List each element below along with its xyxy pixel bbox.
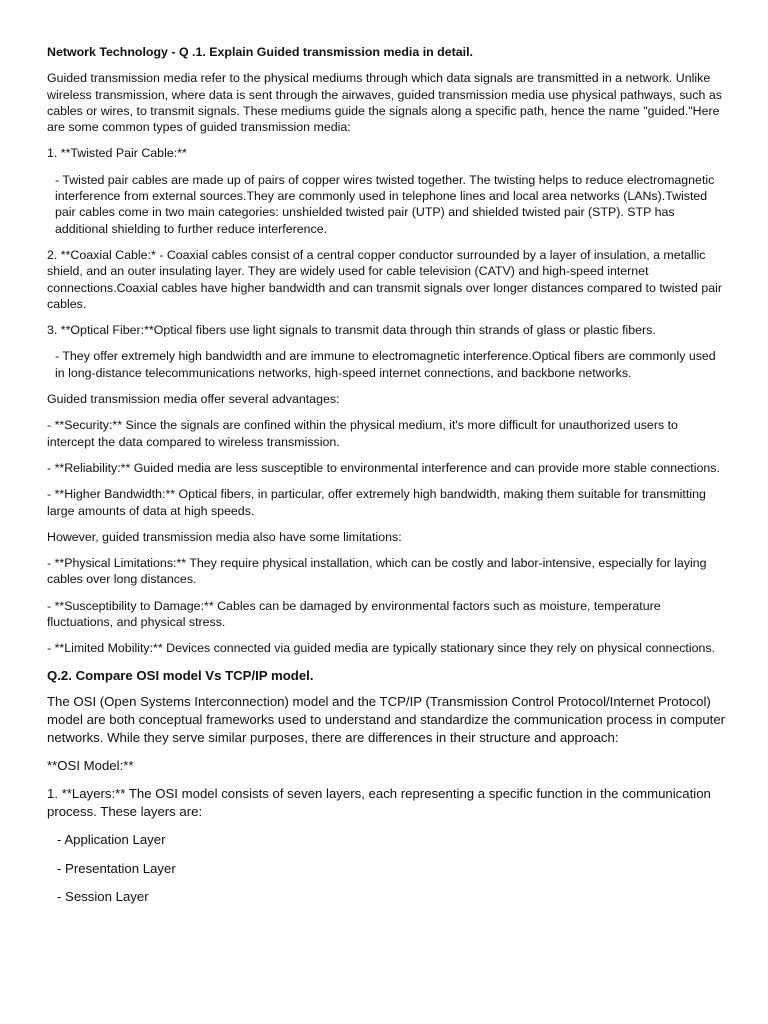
question-1-title: Network Technology - Q .1. Explain Guided transmission media in detail. [47, 45, 473, 59]
limitation-mobility: - **Limited Mobility:** Devices connected via guided media are typically stationary since they rely on physical connections. [47, 641, 716, 656]
advantage-security: - **Security:** Since the signals are confined within the physical medium, it's more difficult for unauthorized users to intercept the data compared to wireless transmission. [47, 418, 678, 449]
optical-fiber-heading: 3. **Optical Fiber:**Optical fibers use light signals to transmit data through thin strands of glass or plastic fibers. [47, 323, 656, 338]
document-page [47, 44, 727, 916]
twisted-pair-heading: 1. **Twisted Pair Cable:** [47, 146, 187, 161]
q2-intro-paragraph: The OSI (Open Systems Interconnection) model and the TCP/IP (Transmission Control Protocol/Internet Protocol) model are both conceptual frameworks used to understand and standardize the communication process in computer networks. While they serve similar purposes, there are differences in their structure and approach: [47, 694, 726, 745]
limitation-damage: - **Susceptibility to Damage:** Cables can be damaged by environmental factors such as moisture, temperature fluctuations, and physical stress. [47, 598, 661, 630]
question-2-title: Q.2. Compare OSI model Vs TCP/IP model. [47, 667, 314, 683]
optical-fiber-description: - They offer extremely high bandwidth and are immune to electromagnetic interference.Optical fibers are commonly used in long-distance telecommunications networks, high-speed internet connections, and backbone networks. [55, 349, 716, 380]
question-1-section [47, 44, 727, 657]
limitation-physical: - **Physical Limitations:** They require physical installation, which can be costly and labor-intensive, especially for laying cables over long distances. [47, 556, 707, 587]
osi-layer-item: - Presentation Layer [57, 860, 176, 876]
advantage-bandwidth: - **Higher Bandwidth:** Optical fibers, in particular, offer extremely high bandwidth, making them suitable for transmitting large amounts of data at high speeds. [47, 487, 706, 518]
osi-layers-paragraph: 1. **Layers:** The OSI model consists of seven layers, each representing a specific function in the communication process. These layers are: [47, 786, 711, 820]
advantage-reliability: - **Reliability:** Guided media are less susceptible to environmental interference and can provide more stable connections. [47, 460, 720, 475]
osi-layer-item: - Application Layer [57, 832, 166, 848]
limitations-intro: However, guided transmission media also have some limitations: [47, 529, 402, 544]
advantages-intro: Guided transmission media offer several advantages: [47, 392, 340, 407]
twisted-pair-description: - Twisted pair cables are made up of pairs of copper wires twisted together. The twisting helps to reduce electromagnetic interference from external sources.They are commonly used in telephone lines and local area networks (LANs).Twisted pair cables come in two main categories: unshielded twisted pair (UTP) and shielded twisted pair (STP). STP has additional shielding to further reduce interference. [55, 172, 715, 236]
q1-intro-paragraph: Guided transmission media refer to the physical mediums through which data signals are transmitted in a network. Unlike wireless transmission, where data is sent through the airwaves, guided transmission media use physical pathways, such as cables or wires, to transmit signals. These mediums guide the signals along a specific path, hence the name "guided."Here are some common types of guided transmission media: [47, 71, 722, 135]
osi-model-heading: **OSI Model:** [47, 758, 134, 774]
question-2-section [47, 667, 727, 906]
coaxial-cable-paragraph: 2. **Coaxial Cable:* - Coaxial cables consist of a central copper conductor surrounded by a layer of insulation, a metallic shield, and an outer insulating layer. They are widely used for cable television (CATV) and high-speed internet connections.Coaxial cables have higher bandwidth and can transmit signals over longer distances compared to twisted pair cables. [47, 247, 722, 311]
osi-layer-item: - Session Layer [57, 888, 149, 904]
